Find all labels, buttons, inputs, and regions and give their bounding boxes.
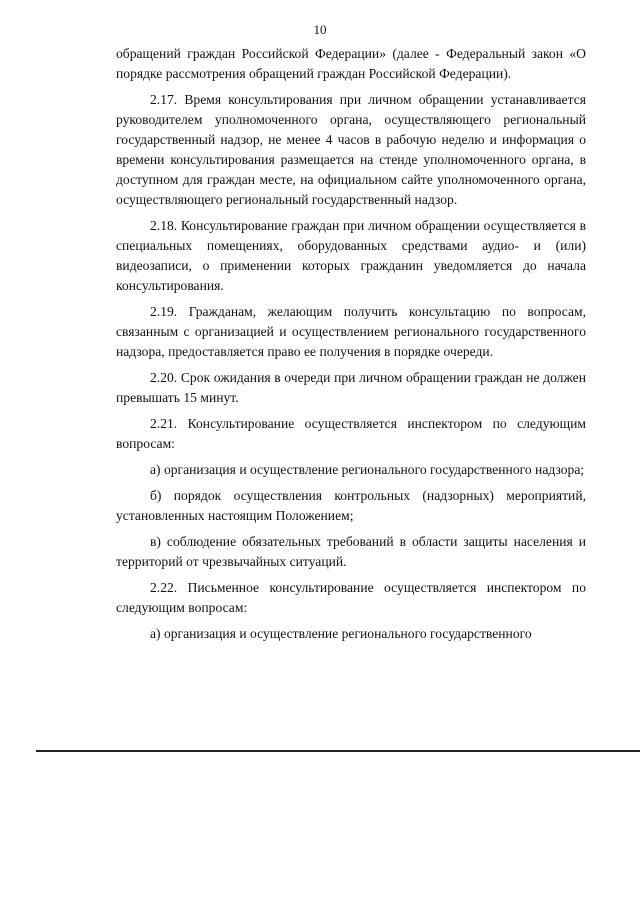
list-item-a-2: а) организация и осуществление регионального государственного — [150, 626, 532, 641]
paragraph-2-18: 2.18. Консультирование граждан при личном обращении осуществляется в специальных помещениях, оборудованных средствами аудио- и (или) видеозаписи, о применении которых гражданин уведомляется до начала консультирования. — [116, 218, 586, 293]
list-item-b: б) порядок осуществления контрольных (надзорных) мероприятий, установленных настоящим Положением; — [116, 488, 586, 523]
paragraph-2-17: 2.17. Время консультирования при личном обращении устанавливается руководителем уполномоченного органа, осуществляющего региональный государственный надзор, не менее 4 часов в рабочую неделю и информация о времени консультирования размещается на стенде уполномоченного органа, в доступном для граждан месте, на официальном сайте уполномоченного органа, осуществляющего региональный государственный надзор. — [116, 92, 586, 207]
paragraph-2-21: 2.21. Консультирование осуществляется инспектором по следующим вопросам: — [116, 416, 586, 451]
list-item-v: в) соблюдение обязательных требований в области защиты населения и территорий от чрезвычайных ситуаций. — [116, 534, 586, 569]
paragraph-continuation: обращений граждан Российской Федерации» (далее - Федеральный закон «О порядке рассмотрения обращений граждан Российской Федерации). — [116, 46, 586, 81]
document-body — [116, 44, 586, 650]
list-item-a: а) организация и осуществление регионального государственного надзора; — [150, 462, 585, 477]
paragraph-2-22: 2.22. Письменное консультирование осуществляется инспектором по следующим вопросам: — [116, 580, 586, 615]
paragraph-2-19: 2.19. Гражданам, желающим получить консультацию по вопросам, связанным с организацией и осуществлением регионального государственного надзора, предоставляется право ее получения в порядке очереди. — [116, 304, 586, 359]
bottom-rule — [36, 750, 640, 752]
page-number: 10 — [313, 22, 327, 37]
paragraph-2-20: 2.20. Срок ожидания в очереди при личном обращении граждан не должен превышать 15 минут. — [116, 370, 586, 405]
